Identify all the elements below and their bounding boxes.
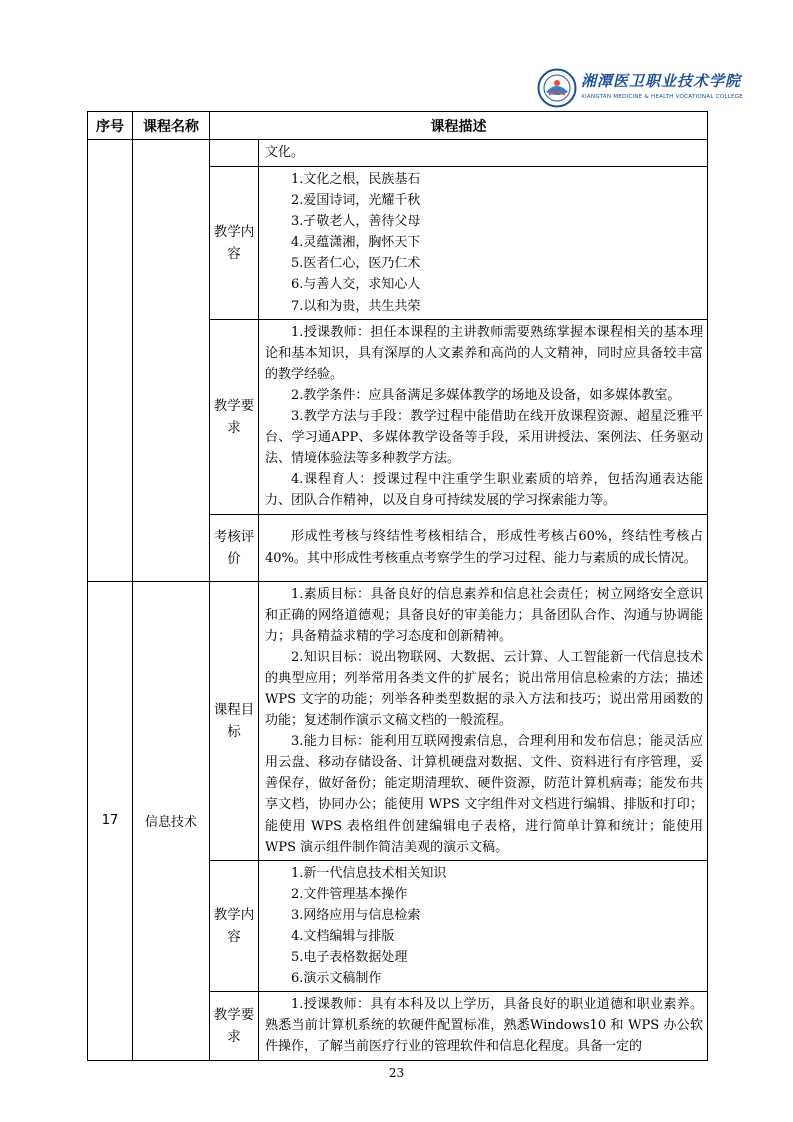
req-text-17: 1.授课教师：具有本科及以上学历，具备良好的职业道德和职业素养。熟悉当前计算机系统的软硬件配置标准，熟悉Windows10 和 WPS 办公软件操作，了解当前医疗行业的管理软件和信息化程度。具备一定的 [259, 992, 708, 1060]
list-item: 5.医者仁心，医乃仁术 [291, 256, 421, 272]
list-item: 6.演示文稿制作 [291, 971, 382, 987]
header-course-name: 课程名称 [133, 112, 210, 140]
course-number-17: 17 [88, 581, 133, 1060]
label-cell-empty [210, 140, 259, 167]
eval-label-16: 考核评价 [210, 514, 259, 581]
list-item: 1.文化之根，民族基石 [291, 172, 421, 187]
college-name-cn: 湘潭医卫职业技术学院 [581, 72, 742, 90]
header-course-description: 课程描述 [210, 112, 708, 140]
content-list-17 [259, 860, 708, 992]
list-item: 4.文档编辑与排版 [291, 929, 395, 944]
req-text-16: 1.授课教师：担任本课程的主讲教师需要熟练掌握本课程相关的基本理论和基本知识，具有深厚的人文素养和高尚的人文精神，同时应具备较丰富的教学经验。 2.教学条件：应具备满足多媒体教学的场地及设备，如多媒体教室。 3.教学方法与手段：教学过程中能借助在线开放课程资源、超星泛雅平台、学习通APP、多媒体教学设备等手段，采用讲授法、案例法、任务驱动法、情境体验法等多种教学方法。 4.课程育人：授课过程中注重学生职业素质的培养，包括沟通表达能力、团队合作精神，以及自身可持续发展的学习探索能力等。 [259, 319, 708, 514]
content-label-17: 教学内容 [210, 860, 259, 992]
list-item: 1.新一代信息技术相关知识 [291, 865, 447, 881]
table-header-row [88, 112, 708, 140]
college-logo [537, 66, 743, 110]
list-item: 3.网络应用与信息检索 [291, 907, 421, 923]
goal-label-17: 课程目标 [210, 581, 259, 860]
list-item: 2.文件管理基本操作 [291, 886, 408, 902]
list-item: 3.孑敬老人，善待父母 [291, 214, 421, 230]
name-cell-16 [133, 140, 210, 582]
list-item: 6.与善人交，求知心人 [291, 277, 421, 293]
culture-tail: 文化。 [259, 140, 708, 167]
list-item: 5.电子表格数据处理 [291, 950, 408, 966]
eval-text-16: 形成性考核与终结性考核相结合，形成性考核占60%，终结性考核占40%。其中形成性考核重点考察学生的学习过程、能力与素质的成长情况。 [259, 514, 708, 581]
list-item: 7.以和为贵，共生共荣 [291, 298, 421, 314]
content-list-16 [259, 167, 708, 320]
college-emblem-icon [537, 68, 577, 108]
list-item: 4.灵蕴潇湘，胸怀天下 [291, 235, 421, 251]
table-row [88, 581, 708, 860]
page-number: 23 [388, 1066, 405, 1080]
course-table [87, 111, 708, 1061]
content-label-16: 教学内容 [210, 167, 259, 320]
req-label-17: 教学要求 [210, 992, 259, 1060]
number-cell-16 [88, 140, 133, 582]
table-row [88, 140, 708, 167]
college-name-en: XIANGTAN MEDICINE & HEALTH VOCATIONAL COLLEGE [581, 94, 743, 100]
req-label-16: 教学要求 [210, 319, 259, 514]
header-number: 序号 [88, 112, 133, 140]
list-item: 2.爱国诗词，光耀千秋 [291, 193, 421, 209]
course-name-17: 信息技术 [133, 581, 210, 1060]
goal-text-17: 1.素质目标：具备良好的信息素养和信息社会责任；树立网络安全意识和正确的网络道德观；具备良好的审美能力；具备团队合作、沟通与协调能力；具备精益求精的学习态度和创新精神。 2.知识目标：说出物联网、大数据、云计算、人工智能新一代信息技术的典型应用；列举常用各类文件的扩展名；说出常用信息检索的方法；描述 WPS 文字的功能；列举各种类型数据的录入方法和技巧；说出常用函数的功能；复述制作演示文稿文档的一般流程。 3.能力目标：能利用互联网搜索信息，合理利用和发布信息；能灵活应用云盘、移动存储设备、计算机硬盘对数据、文件、资料进行有序管理，妥善保存，做好备份；能定期清理软、硬件资源，防范计算机病毒；能发布共享文档，协同办公；能使用 WPS 文字组件对文档进行编辑、排版和打印；能使用 WPS 表格组件创建编辑电子表格，进行简单计算和统计；能使用 WPS 演示组件制作简洁美观的演示文稿。 [259, 581, 708, 860]
